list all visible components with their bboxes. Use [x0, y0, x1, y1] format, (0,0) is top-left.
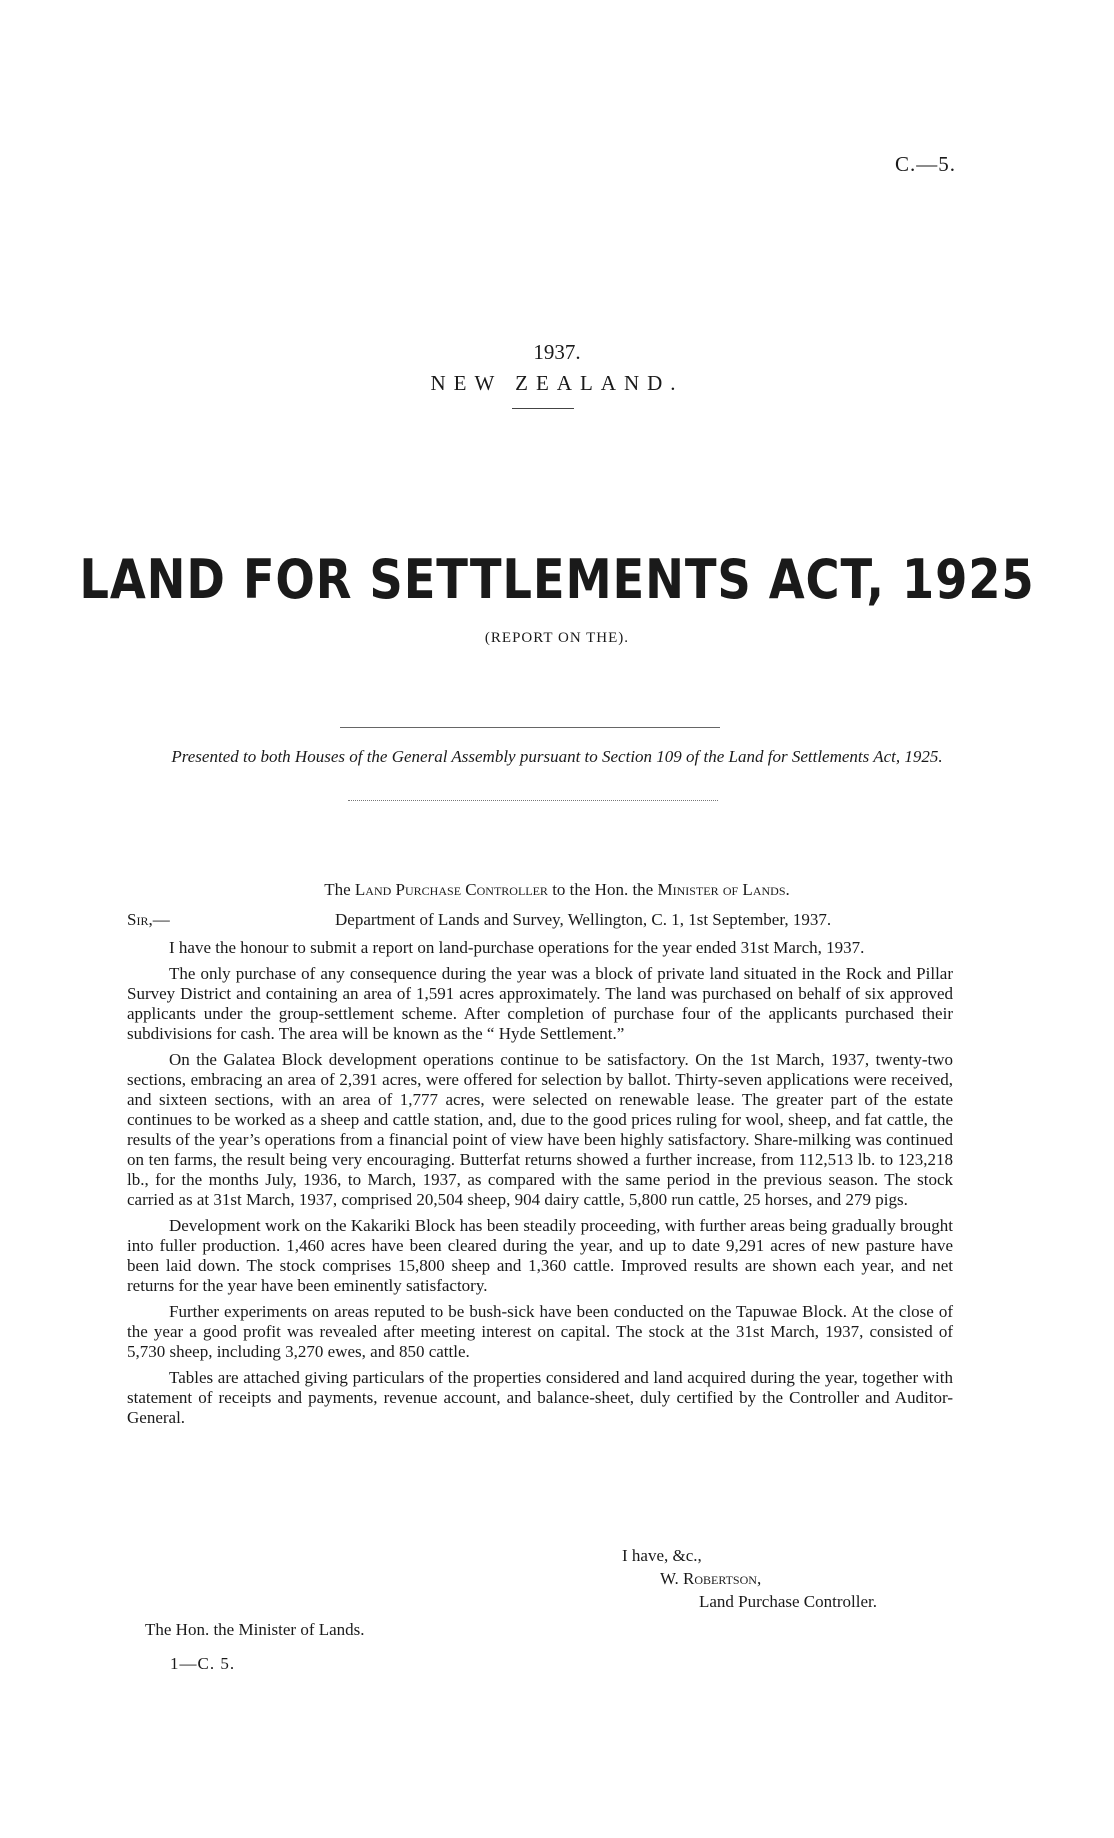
letter-address-line: The Land Purchase Controller to the Hon. the Minister of Lands. — [324, 880, 790, 899]
letter-body — [127, 938, 953, 1434]
signatory-name: W. Robertson, — [660, 1569, 762, 1588]
salutation: Sir,— — [127, 910, 170, 929]
department-line: Department of Lands and Survey, Wellington, C. 1, 1st September, 1937. — [335, 910, 832, 929]
divider-short — [512, 408, 574, 409]
document-title: LAND FOR SETTLEMENTS ACT, 1925 — [79, 548, 1035, 611]
divider-long — [340, 727, 720, 728]
paragraph-intro: I have the honour to submit a report on land-purchase operations for the year ended 31st March, 1937. — [169, 938, 865, 957]
paragraph-tables: Tables are attached giving particulars of the properties considered and land acquired during the year, together with statement of receipts and payments, revenue account, and balance-sheet, duly certified by the Controller and Auditor-General. — [127, 1368, 953, 1427]
footer-reference: 1—C. 5. — [170, 1654, 236, 1673]
divider-dotted — [348, 800, 718, 801]
paragraph-galatea: On the Galatea Block development operations continue to be satisfactory. On the 1st March, 1937, twenty-two sections, embracing an area of 2,391 acres, were offered for selection by ballot. Thirty-seven applications were received, and sixteen sections, with an area of 1,777 acres, were selected on renewable lease. The greater part of the estate continues to be worked as a sheep and cattle station, and, due to the good prices ruling for wool, sheep, and fat cattle, the results of the year’s operations from a financial point of view have been highly satisfactory. Share-milking was continued on ten farms, the result being very encouraging. Butterfat returns showed a further increase, from 112,513 lb. to 123,218 lb., for the months July, 1936, to March, 1937, as compared with the same period in the previous season. The stock carried as at 31st March, 1937, comprised 20,504 sheep, 904 dairy cattle, 5,800 run cattle, 25 horses, and 279 pigs. — [127, 1050, 953, 1209]
sender-title: Land Purchase Controller — [354, 880, 548, 899]
signatory-title: Land Purchase Controller. — [699, 1592, 877, 1611]
recipient-title: Minister of Lands. — [657, 880, 790, 899]
paragraph-tapuwae: Further experiments on areas reputed to be bush-sick have been conducted on the Tapuwae Block. At the close of the year a good profit was revealed after meeting interest on capital. The stock at the 31st March, 1937, consisted of 5,730 sheep, including 3,270 ewes, and 850 cattle. — [127, 1302, 953, 1361]
paragraph-hyde: The only purchase of any consequence during the year was a block of private land situated in the Rock and Pillar Survey District and containing an area of 1,591 acres approximately. The land was purchased on behalf of six approved applicants under the group-settlement scheme. After completion of purchase four of the applicants purchased their subdivisions for cash. The area will be known as the “ Hyde Settlement.” — [127, 964, 953, 1043]
closing-line: I have, &c., — [622, 1546, 702, 1565]
document-year: 1937. — [533, 340, 581, 364]
country-heading: NEW ZEALAND. — [430, 371, 684, 395]
paragraph-kakariki: Development work on the Kakariki Block has been steadily proceeding, with further areas being gradually brought into fuller production. 1,460 acres have been cleared during the year, and up to date 9,291 acres of new pasture have been laid down. The stock comprises 15,800 sheep and 1,360 cattle. Improved results are shown each year, and net returns for the year have been eminently satisfactory. — [127, 1216, 953, 1295]
document-subtitle: (REPORT ON THE). — [484, 630, 630, 646]
recipient-line: The Hon. the Minister of Lands. — [145, 1620, 365, 1639]
presentation-note: Presented to both Houses of the General Assembly pursuant to Section 109 of the Land for Settlements Act, 1925. — [171, 747, 943, 766]
page-reference: C.—5. — [894, 152, 956, 176]
